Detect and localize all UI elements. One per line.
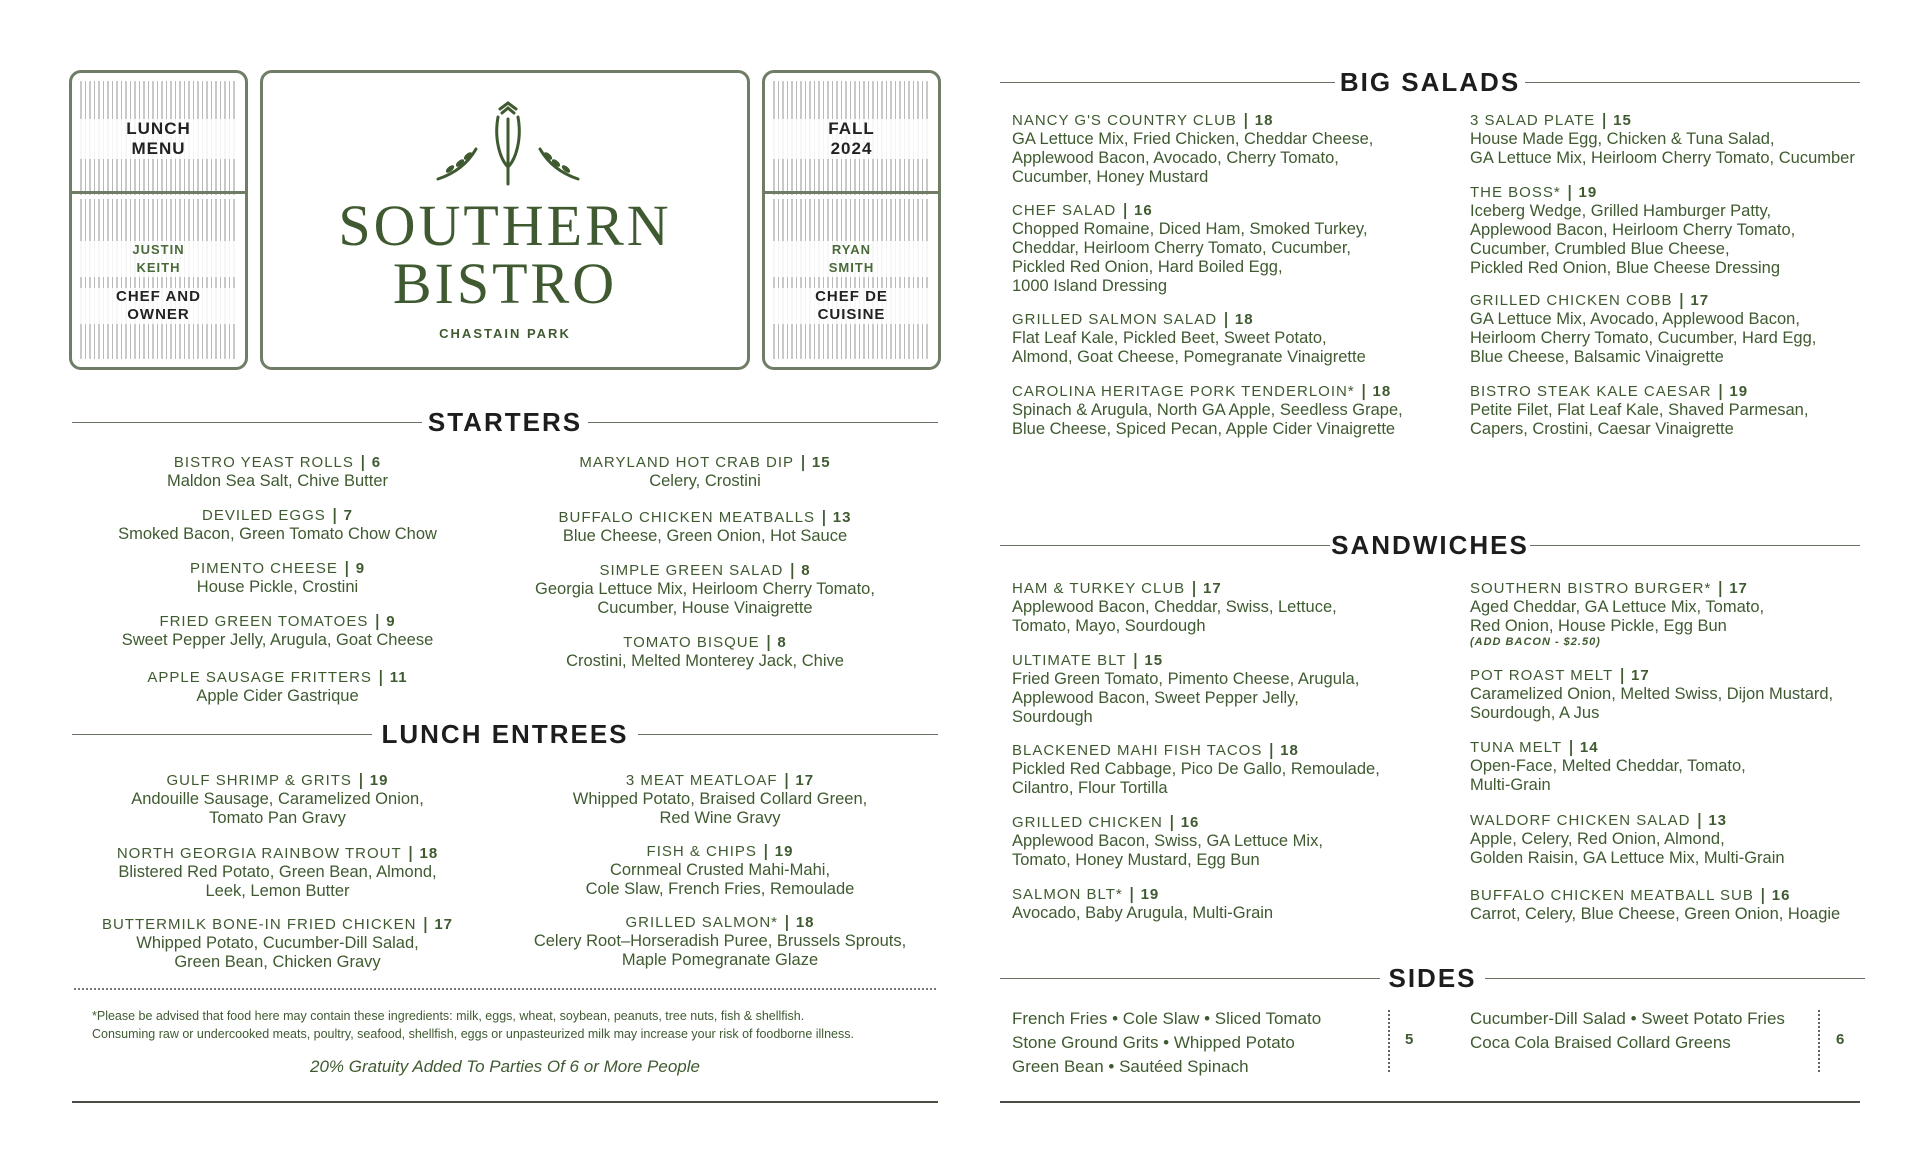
item-price: 13 <box>1708 812 1728 829</box>
menu-item: NORTH GEORGIA RAINBOW TROUT | 18 Blistered Red Potato, Green Bean, Almond, Leek, Lemon Butter <box>80 843 475 901</box>
item-description: Whipped Potato, Braised Collard Green, Red Wine Gravy <box>572 790 868 827</box>
menu-label: LUNCH MENU <box>72 119 245 159</box>
item-note: (ADD BACON - $2.50) <box>1470 636 1601 648</box>
season-panel <box>762 70 941 370</box>
item-description: Applewood Bacon, Cheddar, Swiss, Lettuce, Tomato, Mayo, Sourdough <box>1012 598 1337 635</box>
menu-item: CAROLINA HERITAGE PORK TENDERLOIN* | 18 Spinach & Arugula, North GA Apple, Seedless Grape, Blue Cheese, Spiced Pecan, Apple Cider Vinaigrette <box>1012 381 1462 439</box>
menu-item: FISH & CHIPS | 19 Cornmeal Crusted Mahi-Mahi, Cole Slaw, French Fries, Remoulade <box>500 841 940 899</box>
menu-item: BISTRO YEAST ROLLS | 6 Maldon Sea Salt, Chive Butter <box>80 452 475 491</box>
panel-texture <box>80 199 237 359</box>
item-description: Georgia Lettuce Mix, Heirloom Cherry Tomato, Cucumber, House Vinaigrette <box>535 580 875 617</box>
item-description: House Pickle, Crostini <box>196 578 359 596</box>
item-name: GULF SHRIMP & GRITS <box>166 772 352 789</box>
chef-name: RYAN SMITH <box>765 241 938 277</box>
item-name: DEVILED EGGS <box>202 507 326 524</box>
allergen-disclaimer: *Please be advised that food here may contain these ingredients: milk, eggs, wheat, soybean, peanuts, tree nuts, fish & shellfish. Consuming raw or undercooked meats, poultry, seafood, shellfish, eggs or unpasteurized milk may increase your risk of foodborne illness. <box>92 1009 854 1041</box>
item-price: 11 <box>389 669 408 686</box>
item-price: 18 <box>1254 112 1274 129</box>
header-rule <box>1525 82 1860 83</box>
menu-item: PIMENTO CHEESE | 9 House Pickle, Crostini <box>80 558 475 597</box>
item-description: Petite Filet, Flat Leaf Kale, Shaved Parmesan, Capers, Crostini, Caesar Vinaigrette <box>1470 401 1809 438</box>
item-description: Whipped Potato, Cucumber-Dill Salad, Green Bean, Chicken Gravy <box>136 934 419 971</box>
item-name: NORTH GEORGIA RAINBOW TROUT <box>116 845 402 862</box>
item-name: CAROLINA HERITAGE PORK TENDERLOIN* <box>1012 383 1355 400</box>
menu-item: TUNA MELT | 14 Open-Face, Melted Cheddar, Tomato, Multi-Grain <box>1470 737 1910 795</box>
item-description: Crostini, Melted Monterey Jack, Chive <box>566 652 844 670</box>
panel-divider <box>72 191 245 194</box>
menu-item: SALMON BLT* | 19 Avocado, Baby Arugula, Multi-Grain <box>1012 884 1452 923</box>
item-price: 19 <box>1729 383 1749 400</box>
item-price: 18 <box>1280 742 1299 759</box>
bottom-rule <box>1000 1101 1860 1103</box>
item-name: FRIED GREEN TOMATOES <box>159 613 369 630</box>
dotted-divider <box>74 988 936 990</box>
starters-title: STARTERS <box>427 407 583 437</box>
item-name: BLACKENED MAHI FISH TACOS <box>1012 742 1263 759</box>
item-price: 19 <box>1578 184 1598 201</box>
sides-price-6: 6 <box>1836 1031 1845 1048</box>
item-name: BUFFALO CHICKEN MEATBALLS <box>558 509 815 526</box>
header-rule <box>1000 978 1380 979</box>
panel-divider <box>765 191 938 194</box>
item-description: Chopped Romaine, Diced Ham, Smoked Turkey, Cheddar, Heirloom Cherry Tomato, Cucumber, Pickled Red Onion, Hard Boiled Egg, 1000 Island Dressing <box>1012 220 1368 295</box>
item-description: Celery, Crostini <box>649 472 761 490</box>
item-description: Andouille Sausage, Caramelized Onion, Tomato Pan Gravy <box>131 790 424 827</box>
item-price: 9 <box>355 560 366 577</box>
item-price: 8 <box>801 562 811 579</box>
starters-header <box>72 402 938 442</box>
item-name: WALDORF CHICKEN SALAD <box>1470 812 1691 829</box>
entrees-title: LUNCH ENTREES <box>381 719 629 749</box>
item-price: 8 <box>777 634 787 651</box>
menu-item: CHEF SALAD | 16 Chopped Romaine, Diced Ham, Smoked Turkey, Cheddar, Heirloom Cherry Tomato, Cucumber, Pickled Red Onion, Hard Boiled Egg, 1000 Island Dressing <box>1012 200 1452 296</box>
item-name: TOMATO BISQUE <box>623 634 760 651</box>
item-price: 15 <box>811 454 831 471</box>
menu-item: HAM & TURKEY CLUB | 17 Applewood Bacon, Cheddar, Swiss, Lettuce, Tomato, Mayo, Sourdough <box>1012 578 1452 636</box>
item-price: 17 <box>434 916 454 933</box>
sides-title: SIDES <box>1388 963 1477 993</box>
menu-item: DEVILED EGGS | 7 Smoked Bacon, Green Tomato Chow Chow <box>80 505 475 544</box>
menu-item: MARYLAND HOT CRAB DIP | 15 Celery, Crostini <box>500 452 910 491</box>
item-description: Smoked Bacon, Green Tomato Chow Chow <box>118 525 437 543</box>
sandwiches-title: SANDWICHES <box>1331 530 1529 560</box>
panel-texture <box>773 199 930 359</box>
menu-item: TOMATO BISQUE | 8 Crostini, Melted Monterey Jack, Chive <box>500 632 910 671</box>
salads-header <box>1000 62 1860 102</box>
owner-name: JUSTIN KEITH <box>72 241 245 277</box>
item-price: 16 <box>1180 814 1200 831</box>
owner-role: CHEF AND OWNER <box>72 288 245 324</box>
chef-role: CHEF DE CUISINE <box>765 288 938 324</box>
item-description: Spinach & Arugula, North GA Apple, Seedless Grape, Blue Cheese, Spiced Pecan, Apple Cider Vinaigrette <box>1012 401 1403 438</box>
brand-panel <box>260 70 750 370</box>
menu-item: THE BOSS* | 19 Iceberg Wedge, Grilled Hamburger Patty, Applewood Bacon, Heirloom Cherry Tomato, Cucumber, Crumbled Blue Cheese, Pickled Red Onion, Blue Cheese Dressing <box>1470 182 1910 278</box>
item-description: Carrot, Celery, Blue Cheese, Green Onion, Hoagie <box>1470 905 1841 923</box>
menu-item: BLACKENED MAHI FISH TACOS | 18 Pickled Red Cabbage, Pico De Gallo, Remoulade, Cilantro, Flour Tortilla <box>1012 740 1452 798</box>
season-label: FALL 2024 <box>765 119 938 159</box>
menu-item: GRILLED CHICKEN COBB | 17 GA Lettuce Mix, Avocado, Applewood Bacon, Heirloom Cherry Tomato, Cucumber, Hard Egg, Blue Cheese, Balsamic Vinaigrette <box>1470 290 1910 367</box>
item-name: FISH & CHIPS <box>646 843 757 860</box>
sides-list-6: Cucumber-Dill Salad • Sweet Potato Fries Coca Cola Braised Collard Greens <box>1470 1009 1785 1052</box>
menu-item: POT ROAST MELT | 17 Caramelized Onion, Melted Swiss, Dijon Mustard, Sourdough, A Jus <box>1470 665 1910 723</box>
menu-item: SIMPLE GREEN SALAD | 8 Georgia Lettuce Mix, Heirloom Cherry Tomato, Cucumber, House Vinaigrette <box>500 560 910 618</box>
menu-item: GRILLED CHICKEN | 16 Applewood Bacon, Swiss, GA Lettuce Mix, Tomato, Honey Mustard, Egg Bun <box>1012 812 1452 870</box>
header-rule <box>1000 82 1335 83</box>
menu-item: BUFFALO CHICKEN MEATBALLS | 13 Blue Cheese, Green Onion, Hot Sauce <box>500 507 910 546</box>
item-price: 18 <box>795 914 815 931</box>
item-name: GRILLED SALMON* <box>625 914 778 931</box>
item-price: 19 <box>369 772 389 789</box>
item-price: 14 <box>1579 739 1599 756</box>
item-price: 16 <box>1134 202 1153 219</box>
item-name: 3 SALAD PLATE <box>1470 112 1596 129</box>
menu-item: GRILLED SALMON SALAD | 18 Flat Leaf Kale, Pickled Beet, Sweet Potato, Almond, Goat Cheese, Pomegranate Vinaigrette <box>1012 309 1452 367</box>
brand-line-2: BISTRO <box>392 251 618 316</box>
menu-item: BISTRO STEAK KALE CAESAR | 19 Petite Filet, Flat Leaf Kale, Shaved Parmesan, Capers, Crostini, Caesar Vinaigrette <box>1470 381 1910 439</box>
salads-title: BIG SALADS <box>1339 67 1521 97</box>
menu-item: 3 MEAT MEATLOAF | 17 Whipped Potato, Braised Collard Green, Red Wine Gravy <box>500 770 940 828</box>
item-price: 16 <box>1771 887 1791 904</box>
item-name: NANCY G'S COUNTRY CLUB <box>1012 112 1237 129</box>
item-description: Celery Root–Horseradish Puree, Brussels Sprouts, Maple Pomegranate Glaze <box>533 932 907 969</box>
item-price: 18 <box>419 845 439 862</box>
item-name: SALMON BLT* <box>1012 886 1123 903</box>
item-name: BUTTERMILK BONE-IN FRIED CHICKEN <box>101 916 417 933</box>
item-description: Flat Leaf Kale, Pickled Beet, Sweet Potato, Almond, Goat Cheese, Pomegranate Vinaigrette <box>1012 329 1366 366</box>
brand-line-1: SOUTHERN <box>338 193 672 258</box>
sides-price-5: 5 <box>1405 1031 1414 1048</box>
item-description: Aged Cheddar, GA Lettuce Mix, Tomato, Red Onion, House Pickle, Egg Bun <box>1470 598 1765 635</box>
sides-header <box>1000 958 1865 998</box>
item-price: 19 <box>1140 886 1160 903</box>
item-description: Pickled Red Cabbage, Pico De Gallo, Remoulade, Cilantro, Flour Tortilla <box>1012 760 1380 797</box>
menu-item: 3 SALAD PLATE | 15 House Made Egg, Chicken & Tuna Salad, GA Lettuce Mix, Heirloom Cherry Tomato, Cucumber <box>1470 110 1910 168</box>
item-price: 19 <box>774 843 794 860</box>
item-description: GA Lettuce Mix, Avocado, Applewood Bacon, Heirloom Cherry Tomato, Cucumber, Hard Egg, Blue Cheese, Balsamic Vinaigrette <box>1470 310 1817 366</box>
menu-item: GRILLED SALMON* | 18 Celery Root–Horseradish Puree, Brussels Sprouts, Maple Pomegranate Glaze <box>500 912 940 970</box>
header-rule <box>1530 545 1860 546</box>
header-rule <box>638 734 938 735</box>
item-price: 17 <box>1690 292 1710 309</box>
sides-list-5: French Fries • Cole Slaw • Sliced Tomato Stone Ground Grits • Whipped Potato Green Bean • Sautéed Spinach <box>1012 1009 1322 1076</box>
item-price: 17 <box>1631 667 1650 684</box>
menu-item: ULTIMATE BLT | 15 Fried Green Tomato, Pimento Cheese, Arugula, Applewood Bacon, Sweet Pepper Jelly, Sourdough <box>1012 650 1452 727</box>
item-description: Applewood Bacon, Swiss, GA Lettuce Mix, Tomato, Honey Mustard, Egg Bun <box>1012 832 1323 869</box>
item-name: BUFFALO CHICKEN MEATBALL SUB <box>1470 887 1754 904</box>
item-description: Cornmeal Crusted Mahi-Mahi, Cole Slaw, French Fries, Remoulade <box>585 861 855 898</box>
item-name: TUNA MELT <box>1470 739 1563 756</box>
item-price: 13 <box>832 509 852 526</box>
item-price: 9 <box>386 613 396 630</box>
item-description: Maldon Sea Salt, Chive Butter <box>166 472 389 490</box>
item-name: APPLE SAUSAGE FRITTERS <box>147 669 372 686</box>
header-rule <box>72 734 372 735</box>
bottom-rule <box>72 1101 938 1103</box>
item-description: Avocado, Baby Arugula, Multi-Grain <box>1012 904 1274 922</box>
item-name: SOUTHERN BISTRO BURGER* <box>1470 580 1712 597</box>
header-rule <box>588 422 938 423</box>
item-price: 17 <box>1729 580 1748 597</box>
gratuity-note: 20% Gratuity Added To Parties Of 6 or More People <box>310 1057 700 1076</box>
item-description: House Made Egg, Chicken & Tuna Salad, GA Lettuce Mix, Heirloom Cherry Tomato, Cucumber <box>1470 130 1855 167</box>
menu-item: BUFFALO CHICKEN MEATBALL SUB | 16 Carrot, Celery, Blue Cheese, Green Onion, Hoagie <box>1470 885 1910 924</box>
item-description: Open-Face, Melted Cheddar, Tomato, Multi-Grain <box>1470 757 1746 794</box>
item-description: Fried Green Tomato, Pimento Cheese, Arugula, Applewood Bacon, Sweet Pepper Jelly, Sourdough <box>1012 670 1360 726</box>
lunch-menu-panel <box>69 70 248 370</box>
item-price: 17 <box>1203 580 1222 597</box>
item-name: MARYLAND HOT CRAB DIP <box>579 454 795 471</box>
item-name: 3 MEAT MEATLOAF <box>625 772 778 789</box>
item-name: PIMENTO CHEESE <box>189 560 338 577</box>
menu-item: NANCY G'S COUNTRY CLUB | 18 GA Lettuce Mix, Fried Chicken, Cheddar Cheese, Applewood Bacon, Avocado, Cherry Tomato, Cucumber, Honey Mustard <box>1012 110 1452 187</box>
item-price: 15 <box>1613 112 1632 129</box>
menu-item: APPLE SAUSAGE FRITTERS | 11 Apple Cider Gastrique <box>80 667 475 706</box>
price-divider <box>1818 1010 1820 1072</box>
entrees-header <box>72 714 938 754</box>
item-price: 6 <box>371 454 382 471</box>
item-description: Caramelized Onion, Melted Swiss, Dijon Mustard, Sourdough, A Jus <box>1470 685 1834 722</box>
item-name: ULTIMATE BLT <box>1012 652 1127 669</box>
item-description: Apple, Celery, Red Onion, Almond, Golden Raisin, GA Lettuce Mix, Multi-Grain <box>1470 830 1785 867</box>
menu-item: BUTTERMILK BONE-IN FRIED CHICKEN | 17 Whipped Potato, Cucumber-Dill Salad, Green Bean, Chicken Gravy <box>80 914 475 972</box>
item-description: Sweet Pepper Jelly, Arugula, Goat Cheese <box>121 631 434 649</box>
item-price: 18 <box>1372 383 1392 400</box>
item-price: 17 <box>795 772 815 789</box>
item-description: Iceberg Wedge, Grilled Hamburger Patty, Applewood Bacon, Heirloom Cherry Tomato, Cucumber, Crumbled Blue Cheese, Pickled Red Onion, Blue Cheese Dressing <box>1470 202 1796 277</box>
item-description: Blistered Red Potato, Green Bean, Almond, Leek, Lemon Butter <box>118 863 437 900</box>
item-name: CHEF SALAD <box>1012 202 1117 219</box>
item-name: BISTRO STEAK KALE CAESAR <box>1470 383 1712 400</box>
item-name: POT ROAST MELT <box>1470 667 1614 684</box>
item-description: GA Lettuce Mix, Fried Chicken, Cheddar Cheese, Applewood Bacon, Avocado, Cherry Tomato, Cucumber, Honey Mustard <box>1012 130 1374 186</box>
item-price: 15 <box>1144 652 1164 669</box>
item-name: GRILLED CHICKEN COBB <box>1470 292 1673 309</box>
item-price: 18 <box>1234 311 1254 328</box>
item-name: HAM & TURKEY CLUB <box>1012 580 1186 597</box>
item-name: GRILLED SALMON SALAD <box>1012 311 1218 328</box>
menu-item: GULF SHRIMP & GRITS | 19 Andouille Sausage, Caramelized Onion, Tomato Pan Gravy <box>80 770 475 828</box>
item-description: Apple Cider Gastrique <box>196 687 359 705</box>
header-rule <box>72 422 422 423</box>
menu-item: SOUTHERN BISTRO BURGER* | 17 Aged Cheddar, GA Lettuce Mix, Tomato, Red Onion, House Pickle, Egg Bun (ADD BACON - $2.50) <box>1470 578 1910 648</box>
item-name: THE BOSS* <box>1470 184 1561 201</box>
item-description: Blue Cheese, Green Onion, Hot Sauce <box>562 527 848 545</box>
header-rule <box>1000 545 1330 546</box>
item-name: SIMPLE GREEN SALAD <box>599 562 784 579</box>
item-price: 7 <box>343 507 353 524</box>
item-name: BISTRO YEAST ROLLS <box>173 454 354 471</box>
wheat-logo-icon <box>428 99 588 189</box>
sandwiches-header <box>1000 525 1860 565</box>
item-name: GRILLED CHICKEN <box>1012 814 1163 831</box>
header-rule <box>1485 978 1865 979</box>
brand-subtitle: CHASTAIN PARK <box>439 326 571 341</box>
menu-item: FRIED GREEN TOMATOES | 9 Sweet Pepper Jelly, Arugula, Goat Cheese <box>80 611 475 650</box>
menu-item: WALDORF CHICKEN SALAD | 13 Apple, Celery, Red Onion, Almond, Golden Raisin, GA Lettuce Mix, Multi-Grain <box>1470 810 1910 868</box>
price-divider <box>1388 1010 1390 1072</box>
